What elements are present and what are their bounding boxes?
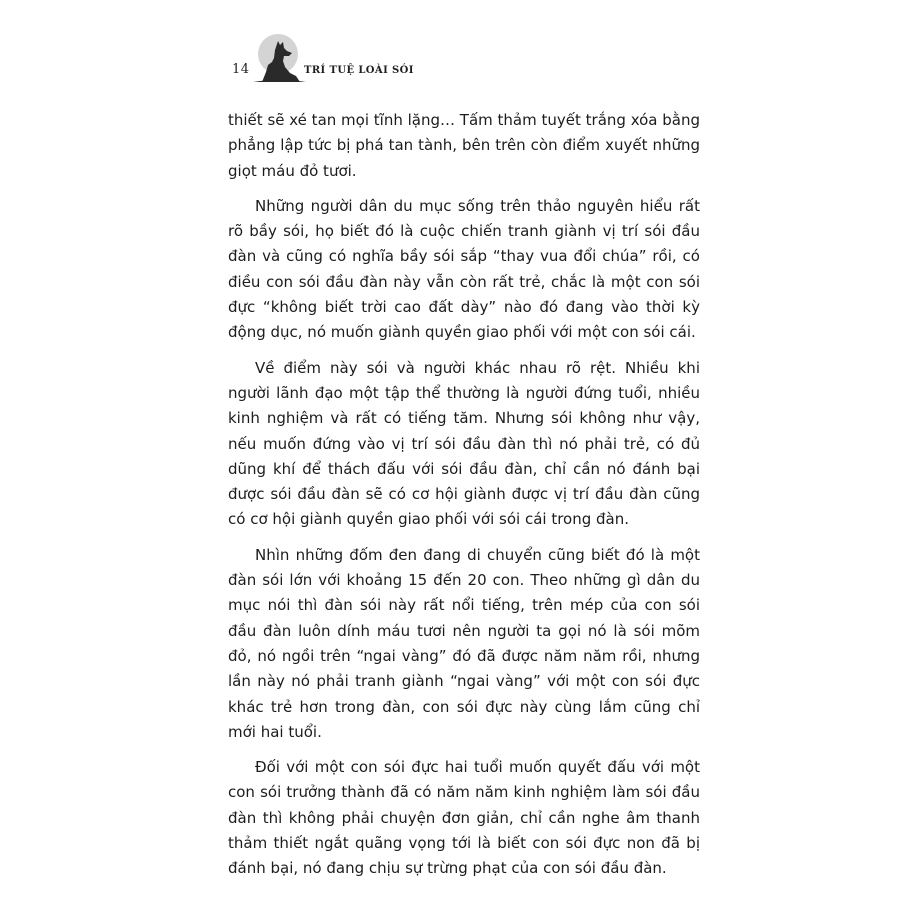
paragraph-continued: thiết sẽ xé tan mọi tĩnh lặng… Tấm thảm tuyết trắng xóa bằng phẳng lập tức bị phá tan tành, bên trên còn điểm xuyết những giọt máu đỏ tươi. <box>228 111 700 180</box>
body-text <box>228 108 700 892</box>
page-number: 14 <box>232 62 250 77</box>
running-title: TRÍ TUỆ LOÀI SÓI <box>304 65 414 76</box>
wolf-howling-moon-icon <box>248 32 310 84</box>
paragraph: Đối với một con sói đực hai tuổi muốn quyết đấu với một con sói trưởng thành đã có năm năm kinh nghiệm làm sói đầu đàn thì không phải chuyện đơn giản, chỉ cần nghe âm thanh thảm thiết ngắt quãng vọng tới là biết con sói đực non đã bị đánh bại, nó đang chịu sự trừng phạt của con sói đầu đàn. <box>228 758 700 878</box>
paragraph: Về điểm này sói và người khác nhau rõ rệt. Nhiều khi người lãnh đạo một tập thể thường là người đứng tuổi, nhiều kinh nghiệm và rất có tiếng tăm. Nhưng sói không như vậy, nếu muốn đứng vào vị trí sói đầu đàn thì nó phải trẻ, có đủ dũng khí để thách đấu với sói đầu đàn, chỉ cần nó đánh bại được sói đầu đàn sẽ có cơ hội giành được vị trí đầu đàn cũng có cơ hội giành quyền giao phối với sói cái trong đàn. <box>228 358 700 529</box>
paragraph: Nhìn những đốm đen đang di chuyển cũng biết đó là một đàn sói lớn với khoảng 15 đến 20 con. Theo những gì dân du mục nói thì đàn sói này rất nổi tiếng, trên mép của con sói đầu đàn luôn dính máu tươi nên người ta gọi nó là sói mõm đỏ, nó ngồi trên “ngai vàng” đó đã được năm năm rồi, nhưng lần này nó phải tranh giành “ngai vàng” với một con sói đực khác trẻ hơn trong đàn, con sói đực này cùng lắm cũng chỉ mới hai tuổi. <box>228 545 700 741</box>
paragraph: Những người dân du mục sống trên thảo nguyên hiểu rất rõ bầy sói, họ biết đó là cuộc chiến tranh giành vị trí sói đầu đàn và cũng có nghĩa bầy sói sắp “thay vua đổi chúa” rồi, có điều con sói đầu đàn này vẫn còn rất trẻ, chắc là một con sói đực “không biết trời cao đất dày” nào đó đang vào thời kỳ động dục, nó muốn giành quyền giao phối với một con sói cái. <box>228 196 700 342</box>
page-header <box>226 32 706 88</box>
